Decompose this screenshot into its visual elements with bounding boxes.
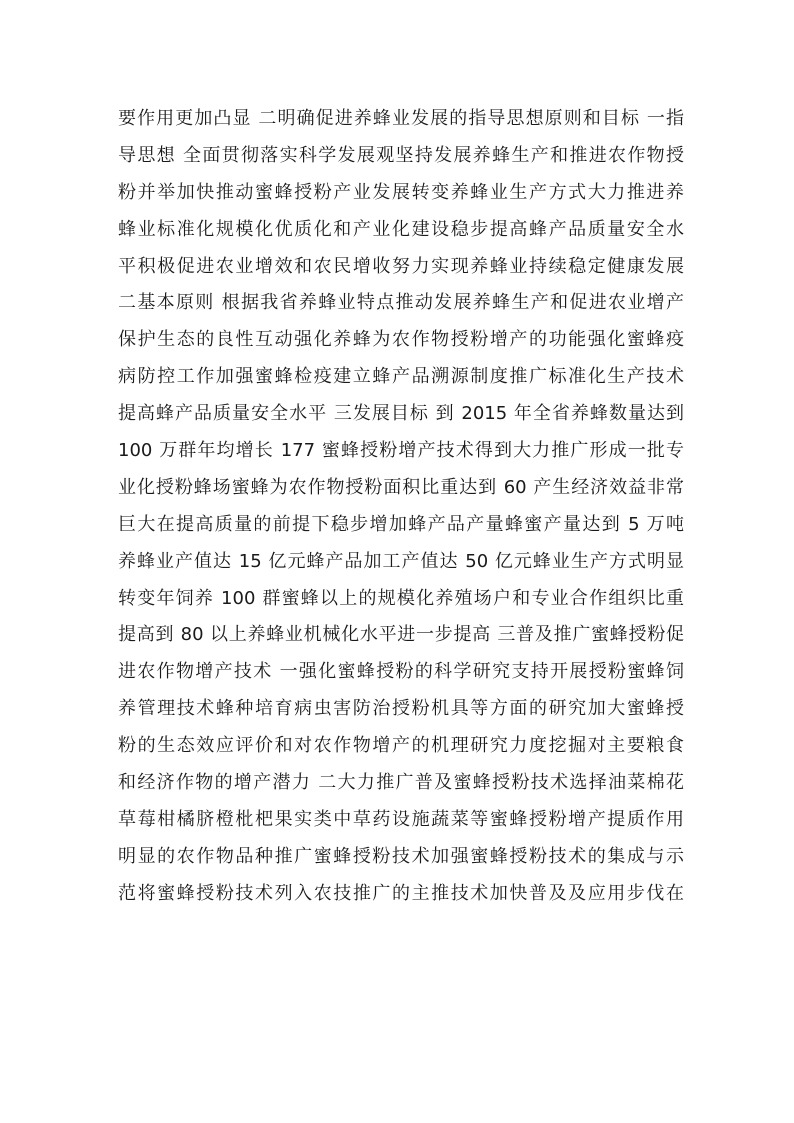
text-line: 粉并举加快推动蜜蜂授粉产业发展转变养蜂业生产方式大力推进养 bbox=[118, 181, 684, 203]
text-line: 明显的农作物品种推广蜜蜂授粉技术加强蜜蜂授粉技术的集成与示 bbox=[118, 845, 684, 867]
text-line: 二基本原则 根据我省养蜂业特点推动发展养蜂生产和促进农业增产 bbox=[118, 292, 684, 314]
body-text bbox=[118, 101, 684, 913]
text-line: 和经济作物的增产潜力 二大力推广普及蜜蜂授粉技术选择油菜棉花 bbox=[118, 772, 684, 794]
text-line: 导思想 全面贯彻落实科学发展观坚持发展养蜂生产和推进农作物授 bbox=[118, 144, 684, 166]
text-line: 巨大在提高质量的前提下稳步增加蜂产品产量蜂蜜产量达到 5 万吨 bbox=[118, 513, 684, 535]
text-line: 范将蜜蜂授粉技术列入农技推广的主推技术加快普及及应用步伐在 bbox=[118, 882, 684, 904]
text-line: 100 万群年均增长 177 蜜蜂授粉增产技术得到大力推广形成一批专 bbox=[118, 440, 684, 462]
text-line: 蜂业标准化规模化优质化和产业化建设稳步提高蜂产品质量安全水 bbox=[118, 218, 684, 240]
text-line: 提高蜂产品质量安全水平 三发展目标 到 2015 年全省养蜂数量达到 bbox=[118, 403, 684, 425]
text-line: 业化授粉蜂场蜜蜂为农作物授粉面积比重达到 60 产生经济效益非常 bbox=[118, 476, 684, 498]
text-line: 要作用更加凸显 二明确促进养蜂业发展的指导思想原则和目标 一指 bbox=[118, 108, 684, 129]
text-line: 粉的生态效应评价和对农作物增产的机理研究力度挖掘对主要粮食 bbox=[118, 735, 684, 757]
text-line: 转变年饲养 100 群蜜蜂以上的规模化养殖场户和专业合作组织比重 bbox=[118, 587, 684, 609]
text-line: 养蜂业产值达 15 亿元蜂产品加工产值达 50 亿元蜂业生产方式明显 bbox=[118, 550, 684, 572]
text-line: 草莓柑橘脐橙枇杷果实类中草药设施蔬菜等蜜蜂授粉增产提质作用 bbox=[118, 808, 684, 830]
text-line: 平积极促进农业增效和农民增收努力实现养蜂业持续稳定健康发展 bbox=[118, 255, 684, 277]
text-line: 养管理技术蜂种培育病虫害防治授粉机具等方面的研究加大蜜蜂授 bbox=[118, 698, 684, 720]
text-line: 病防控工作加强蜜蜂检疫建立蜂产品溯源制度推广标准化生产技术 bbox=[118, 366, 684, 388]
text-line: 提高到 80 以上养蜂业机械化水平进一步提高 三普及推广蜜蜂授粉促 bbox=[118, 624, 684, 646]
text-line: 进农作物增产技术 一强化蜜蜂授粉的科学研究支持开展授粉蜜蜂饲 bbox=[118, 661, 684, 683]
text-line: 保护生态的良性互动强化养蜂为农作物授粉增产的功能强化蜜蜂疫 bbox=[118, 329, 684, 351]
